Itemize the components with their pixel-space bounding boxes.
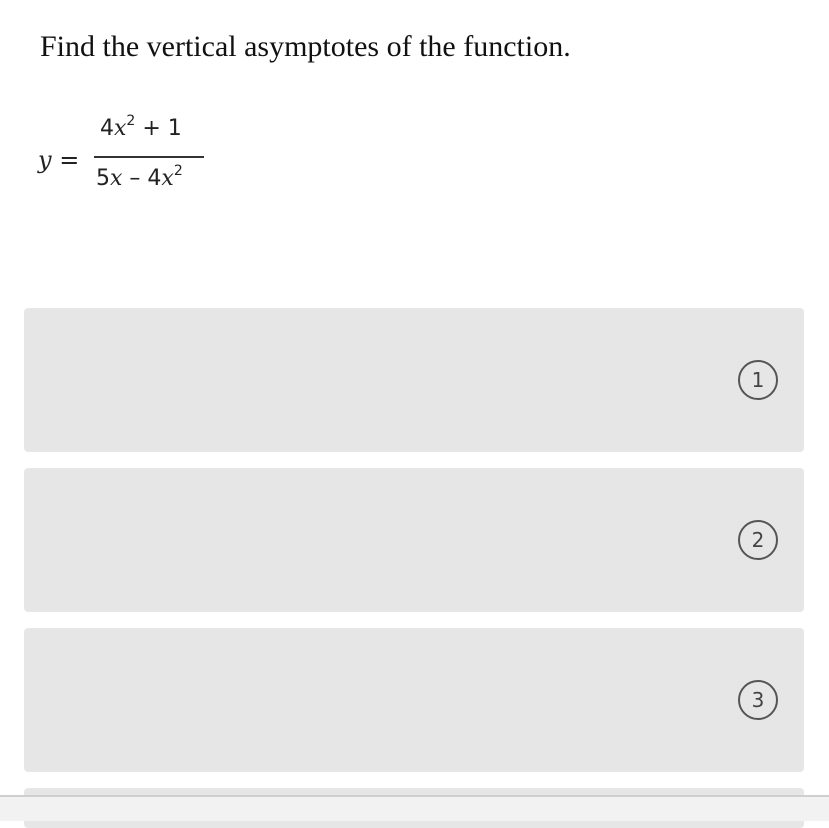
denominator-variable-2: x: [161, 166, 174, 191]
equals-sign: =: [59, 146, 80, 174]
denominator-exponent: 2: [173, 163, 183, 179]
equation-lhs: [38, 146, 79, 174]
fraction-numerator: [100, 113, 182, 141]
numerator-exponent: 2: [126, 113, 136, 129]
denominator-variable-1: x: [110, 166, 123, 191]
fraction-denominator: [96, 163, 183, 191]
question-prompt: Find the vertical asymptotes of the function.: [40, 30, 571, 63]
equation-lhs-variable: y: [38, 146, 52, 174]
numerator-coefficient: 4: [100, 116, 114, 141]
denominator-operator: – 4: [122, 166, 162, 191]
answer-number-badge-2: 2: [738, 520, 778, 560]
fraction-bar: [94, 156, 204, 158]
numerator-variable: x: [114, 116, 127, 141]
answer-field-2[interactable]: [24, 468, 804, 612]
denominator-coefficient: 5: [96, 166, 110, 191]
answer-number-badge-3: 3: [738, 680, 778, 720]
answer-number-badge-1: 1: [738, 360, 778, 400]
answer-field-1[interactable]: [24, 308, 804, 452]
function-equation: [38, 112, 218, 207]
bottom-toolbar: [0, 795, 829, 821]
answer-field-3[interactable]: [24, 628, 804, 772]
numerator-constant-term: + 1: [135, 116, 182, 141]
